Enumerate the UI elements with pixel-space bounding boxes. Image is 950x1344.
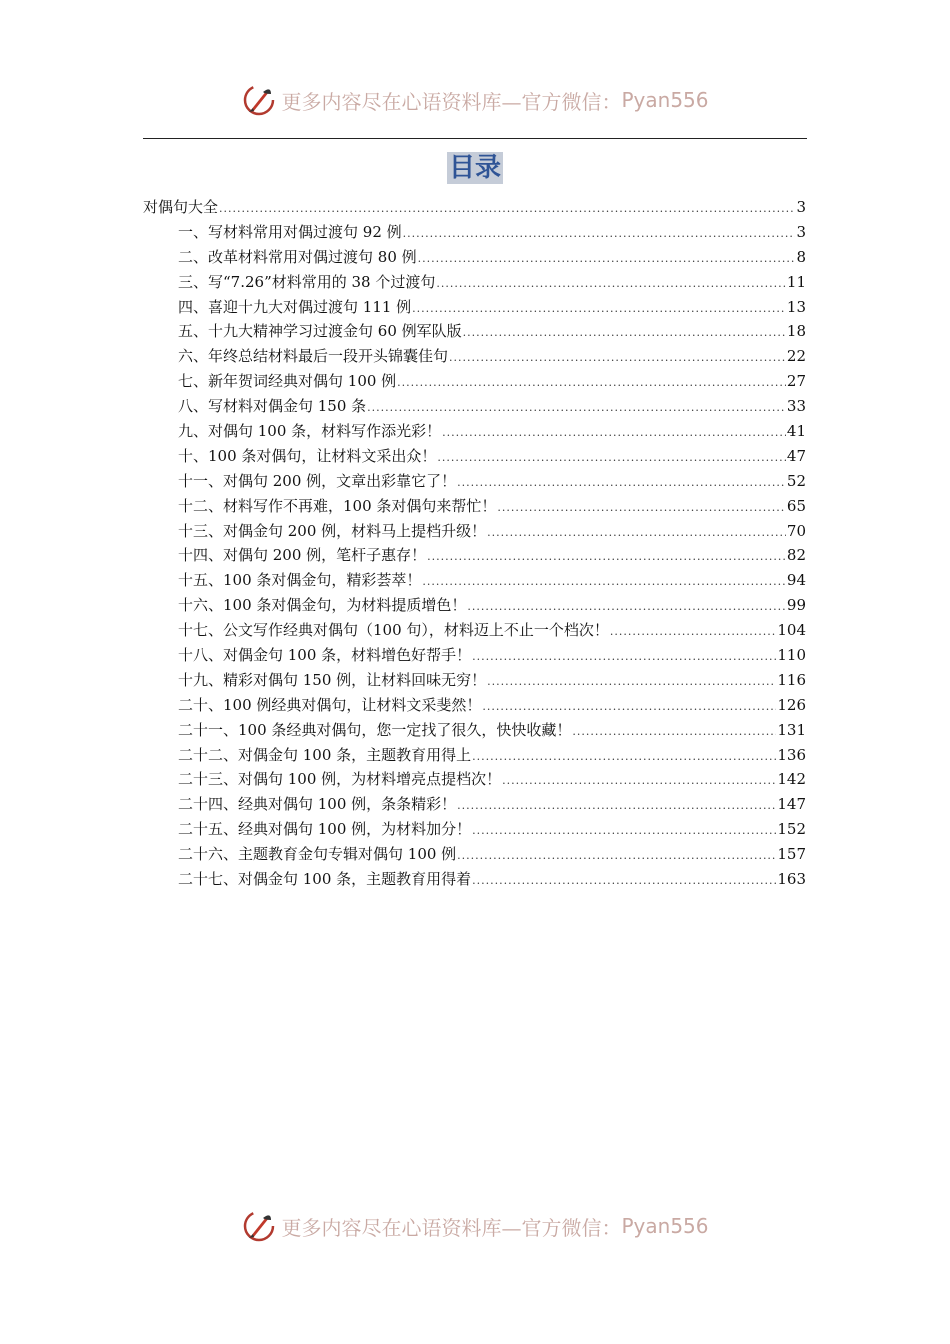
toc-entry-label: 十七、公文写作经典对偶句（100 句），材料迈上不止一个档次！ (178, 621, 609, 640)
toc-leader-dots (457, 476, 786, 489)
toc-entry-page: 110 (777, 646, 806, 665)
toc-entry-page: 3 (796, 222, 806, 241)
header-divider (143, 138, 807, 139)
toc-entry-page: 18 (786, 322, 806, 341)
toc-entry-label: 十三、对偶金句 200 例，材料马上提档升级！ (178, 521, 487, 540)
toc-leader-dots (467, 600, 786, 613)
toc-entry-page: 126 (777, 695, 806, 714)
toc-entry-page: 8 (796, 247, 806, 266)
toc-entry-label: 十六、100 条对偶金句，为材料提质增色！ (178, 596, 467, 615)
toc-entry[interactable] (143, 271, 806, 296)
toc-leader-dots (487, 526, 786, 539)
toc-entry-label: 二十二、对偶金句 100 条，主题教育用得上 (178, 745, 472, 764)
toc-leader-dots (472, 650, 776, 663)
toc-entry-page: 41 (786, 422, 806, 441)
toc-entry-page: 157 (777, 845, 806, 864)
toc-entry[interactable] (143, 320, 806, 345)
toc-leader-dots (412, 302, 786, 315)
toc-entry-page: 131 (777, 720, 806, 739)
toc-entry[interactable] (143, 345, 806, 370)
toc-leader-dots (449, 351, 786, 364)
footer-banner (0, 1208, 950, 1244)
banner-text: 更多内容尽在心语资料库—官方微信： (281, 1215, 622, 1240)
toc-leader-dots (427, 550, 786, 563)
toc-leader-dots (472, 824, 776, 837)
toc-entry-label: 九、对偶句 100 条，材料写作添光彩！ (178, 422, 442, 441)
toc-entry-label: 二十四、经典对偶句 100 例，条条精彩！ (178, 795, 457, 814)
toc-entry[interactable] (143, 744, 806, 769)
toc-entry-label: 十一、对偶句 200 例，文章出彩靠它了！ (178, 471, 457, 490)
toc-entry-label: 二十、100 例经典对偶句，让材料文采斐然！ (178, 695, 482, 714)
toc-entry-label: 二十三、对偶句 100 例，为材料增亮点提档次！ (178, 770, 502, 789)
toc-leader-dots (367, 401, 786, 414)
toc-leader-dots (572, 725, 776, 738)
toc-entry[interactable] (143, 296, 806, 321)
toc-entry-page: 22 (786, 347, 806, 366)
toc-entry-page: 163 (777, 870, 806, 889)
toc-leader-dots (463, 326, 786, 339)
toc-entry[interactable] (143, 843, 806, 868)
toc-entry-label: 二十五、经典对偶句 100 例，为材料加分！ (178, 820, 472, 839)
toc-entry-page: 82 (786, 546, 806, 565)
wechat-handle: Pyan556 (621, 1214, 709, 1238)
toc-entry[interactable] (143, 768, 806, 793)
toc-entry-page: 94 (786, 571, 806, 590)
toc-entry[interactable] (143, 495, 806, 520)
toc-entry[interactable] (143, 569, 806, 594)
toc-entry-page: 142 (777, 770, 806, 789)
toc-entry-page: 99 (786, 596, 806, 615)
toc-entry-page: 52 (786, 471, 806, 490)
quill-pen-logo-icon (241, 82, 277, 118)
toc-entry-label: 二十一、100 条经典对偶句，您一定找了很久，快快收藏！ (178, 720, 572, 739)
toc-leader-dots (457, 799, 776, 812)
toc-entry-page: 11 (786, 272, 806, 291)
toc-entry-label: 十、100 条对偶句，让材料文采出众！ (178, 446, 437, 465)
toc-leader-dots (482, 700, 776, 713)
toc-entry-label: 十四、对偶句 200 例，笔杆子惠存！ (178, 546, 427, 565)
toc-entry[interactable] (143, 644, 806, 669)
toc-entry[interactable] (143, 445, 806, 470)
toc-entry-label: 四、喜迎十九大对偶过渡句 111 例 (178, 297, 412, 316)
quill-pen-logo-icon (241, 1208, 277, 1244)
toc-entry-label: 二十七、对偶金句 100 条，主题教育用得着 (178, 870, 472, 889)
toc-entry-label: 二、改革材料常用对偶过渡句 80 例 (178, 247, 417, 266)
toc-entry-label: 六、年终总结材料最后一段开头锦囊佳句 (178, 347, 449, 366)
toc-leader-dots (422, 575, 786, 588)
toc-entry-label: 十八、对偶金句 100 条，材料增色好帮手！ (178, 646, 472, 665)
toc-entry[interactable] (143, 868, 806, 893)
toc-entry-page: 65 (786, 496, 806, 515)
toc-entry[interactable] (143, 470, 806, 495)
toc-entry[interactable] (143, 420, 806, 445)
toc-entry-page: 33 (786, 397, 806, 416)
toc-entry-label: 对偶句大全 (143, 198, 219, 216)
toc-entry-label: 二十六、主题教育金句专辑对偶句 100 例 (178, 845, 457, 864)
toc-entry[interactable] (143, 793, 806, 818)
toc-entry-label: 七、新年贺词经典对偶句 100 例 (178, 372, 397, 391)
toc-leader-dots (487, 675, 776, 688)
toc-entry-page: 13 (786, 297, 806, 316)
toc-entry[interactable] (143, 544, 806, 569)
toc-entry[interactable] (143, 395, 806, 420)
toc-leader-dots (403, 227, 796, 240)
toc-leader-dots (437, 451, 786, 464)
toc-entry[interactable] (143, 694, 806, 719)
toc-leader-dots (436, 277, 786, 290)
toc-leader-dots (219, 202, 795, 215)
toc-entry[interactable] (143, 196, 806, 221)
title-wrap (0, 152, 950, 184)
toc-entry[interactable] (143, 221, 806, 246)
toc-entry-label: 五、十九大精神学习过渡金句 60 例军队版 (178, 322, 462, 341)
toc-entry-page: 104 (777, 621, 806, 640)
toc-entry[interactable] (143, 669, 806, 694)
toc-leader-dots (442, 426, 786, 439)
toc-entry-label: 十二、材料写作不再难，100 条对偶句来帮忙！ (178, 496, 497, 515)
toc-entry-page: 47 (786, 446, 806, 465)
toc-entry-page: 27 (786, 372, 806, 391)
toc-entry[interactable] (143, 719, 806, 744)
toc-leader-dots (497, 501, 786, 514)
toc-entry[interactable] (143, 370, 806, 395)
toc-entry-page: 3 (796, 198, 806, 216)
toc-entry[interactable] (143, 520, 806, 545)
toc-entry-page: 147 (777, 795, 806, 814)
toc-leader-dots (472, 750, 776, 763)
toc-leader-dots (397, 376, 786, 389)
toc-entry-page: 70 (786, 521, 806, 540)
toc-leader-dots (418, 252, 796, 265)
toc-entry-label: 八、写材料对偶金句 150 条 (178, 397, 367, 416)
table-of-contents (143, 196, 806, 893)
toc-leader-dots (457, 849, 776, 862)
toc-entry[interactable] (143, 818, 806, 843)
toc-entry-label: 一、写材料常用对偶过渡句 92 例 (178, 222, 402, 241)
wechat-handle: Pyan556 (621, 88, 709, 112)
toc-leader-dots (502, 774, 776, 787)
toc-entry-page: 152 (777, 820, 806, 839)
toc-entry-label: 十九、精彩对偶句 150 例，让材料回味无穷！ (178, 670, 487, 689)
header-banner (0, 82, 950, 118)
toc-leader-dots (610, 625, 776, 638)
toc-entry[interactable] (143, 594, 806, 619)
toc-entry-label: 三、写“7.26”材料常用的 38 个过渡句 (178, 272, 436, 291)
toc-entry-label: 十五、100 条对偶金句，精彩荟萃！ (178, 571, 422, 590)
toc-entry-page: 116 (777, 670, 806, 689)
page-title: 目录 (448, 153, 501, 183)
toc-entry[interactable] (143, 619, 806, 644)
toc-entry-page: 136 (777, 745, 806, 764)
banner-text: 更多内容尽在心语资料库—官方微信： (281, 89, 622, 114)
toc-entry[interactable] (143, 246, 806, 271)
toc-leader-dots (472, 874, 776, 887)
